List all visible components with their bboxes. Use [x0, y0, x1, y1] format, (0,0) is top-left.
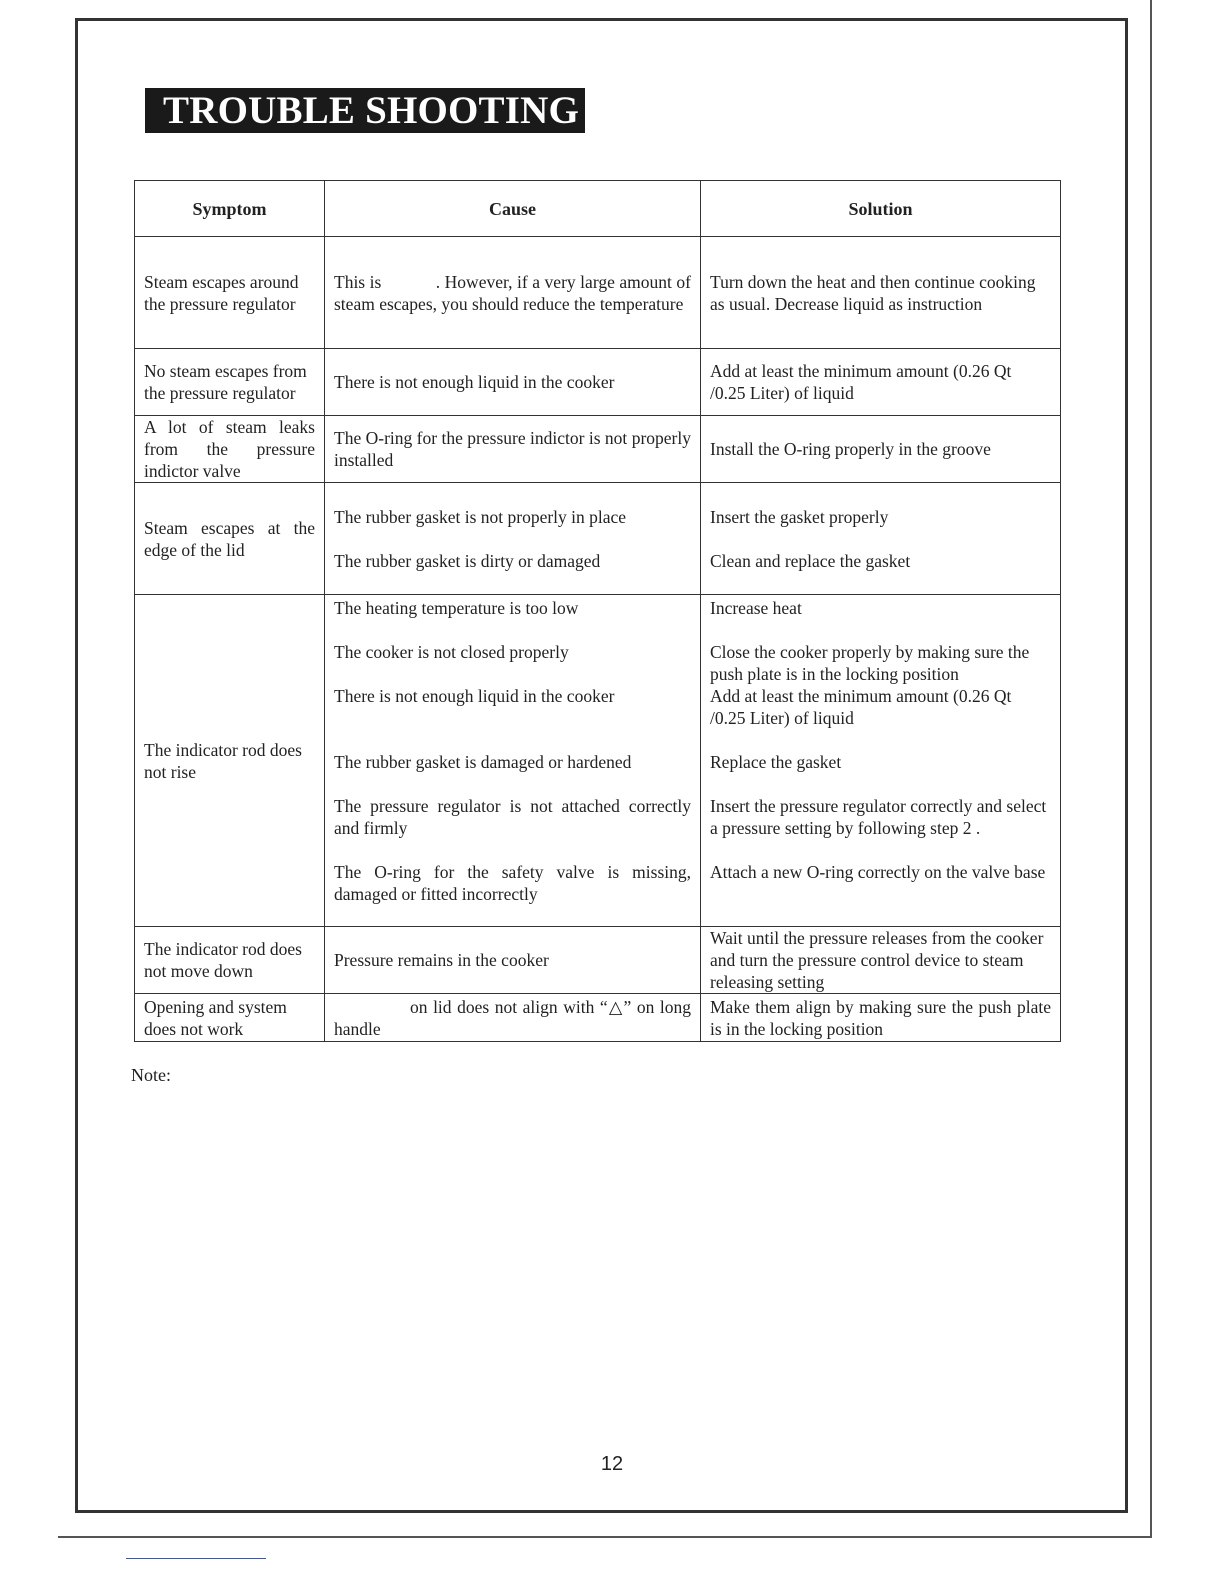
solution-line: Clean and replace the gasket — [710, 550, 911, 571]
cause-line: The rubber gasket is not properly in place — [334, 506, 627, 527]
cause-cell — [325, 595, 701, 927]
cause-line: The pressure regulator is not attached correctly and firmly — [334, 796, 691, 838]
cause-line: The rubber gasket is dirty or damaged — [334, 550, 601, 571]
table-row — [135, 349, 1061, 416]
solution-line: Close the cooker properly by making sure the push plate is in the locking position — [710, 642, 1030, 684]
note-label: Note: — [131, 1065, 171, 1085]
cause-cell: Pressure remains in the cooker — [325, 927, 701, 994]
page-number: 12 — [600, 1453, 624, 1475]
cause-line: The rubber gasket is damaged or hardened — [334, 752, 632, 772]
symptom-cell: The indicator rod does not move down — [135, 927, 325, 994]
symptom-cell: A lot of steam leaks from the pressure indictor valve — [135, 416, 325, 483]
table-row — [135, 994, 1061, 1042]
table-row — [135, 927, 1061, 994]
header-symptom: Symptom — [135, 181, 325, 237]
outer-border-bottom — [58, 1536, 1152, 1538]
solution-line: Replace the gasket — [710, 752, 842, 772]
cause-cell — [325, 483, 701, 595]
solution-line: Increase heat — [710, 598, 802, 618]
cause-line: The heating temperature is too low — [334, 598, 579, 618]
solution-line: Insert the gasket properly — [710, 506, 889, 527]
solution-line: Add at least the minimum amount (0.26 Qt /0.25 Liter) of liquid — [710, 686, 1012, 728]
solution-cell: Wait until the pressure releases from the cooker and turn the pressure control device to steam releasing setting — [701, 927, 1061, 994]
table-row — [135, 237, 1061, 349]
cause-cell: The O-ring for the pressure indictor is not properly installed — [325, 416, 701, 483]
symptom-cell: Steam escapes around the pressure regulator — [135, 237, 325, 349]
table-header-row — [135, 181, 1061, 237]
cause-cell: on lid does not align with “△” on long handle — [325, 994, 701, 1042]
solution-cell: Make them align by making sure the push plate is in the locking position — [701, 994, 1061, 1042]
page-title: TROUBLE SHOOTING — [145, 88, 585, 133]
symptom-cell: The indicator rod does not rise — [135, 595, 325, 927]
solution-cell: Add at least the minimum amount (0.26 Qt /0.25 Liter) of liquid — [701, 349, 1061, 416]
cause-cell: There is not enough liquid in the cooker — [325, 349, 701, 416]
header-cause: Cause — [325, 181, 701, 237]
solution-cell — [701, 595, 1061, 927]
cause-line: The cooker is not closed properly — [334, 642, 569, 662]
symptom-cell: No steam escapes from the pressure regulator — [135, 349, 325, 416]
symptom-cell: Opening and system does not work — [135, 994, 325, 1042]
solution-line: Attach a new O-ring correctly on the valve base — [710, 862, 1046, 882]
symptom-cell: Steam escapes at the edge of the lid — [135, 483, 325, 595]
solution-cell — [701, 483, 1061, 595]
cause-line: The O-ring for the safety valve is missing, damaged or fitted incorrectly — [334, 862, 691, 904]
header-solution: Solution — [701, 181, 1061, 237]
cause-line: There is not enough liquid in the cooker — [334, 686, 615, 706]
cause-cell: This is . However, if a very large amount of steam escapes, you should reduce the temperature — [325, 237, 701, 349]
solution-cell: Install the O-ring properly in the groove — [701, 416, 1061, 483]
table-row — [135, 595, 1061, 927]
troubleshooting-table — [134, 180, 1061, 1042]
solution-line: Insert the pressure regulator correctly and select a pressure setting by following step 2 . — [710, 796, 1047, 838]
blue-underline — [126, 1558, 266, 1559]
outer-border-right — [1150, 0, 1152, 1538]
table-row — [135, 416, 1061, 483]
solution-cell: Turn down the heat and then continue cooking as usual. Decrease liquid as instruction — [701, 237, 1061, 349]
table-row — [135, 483, 1061, 595]
